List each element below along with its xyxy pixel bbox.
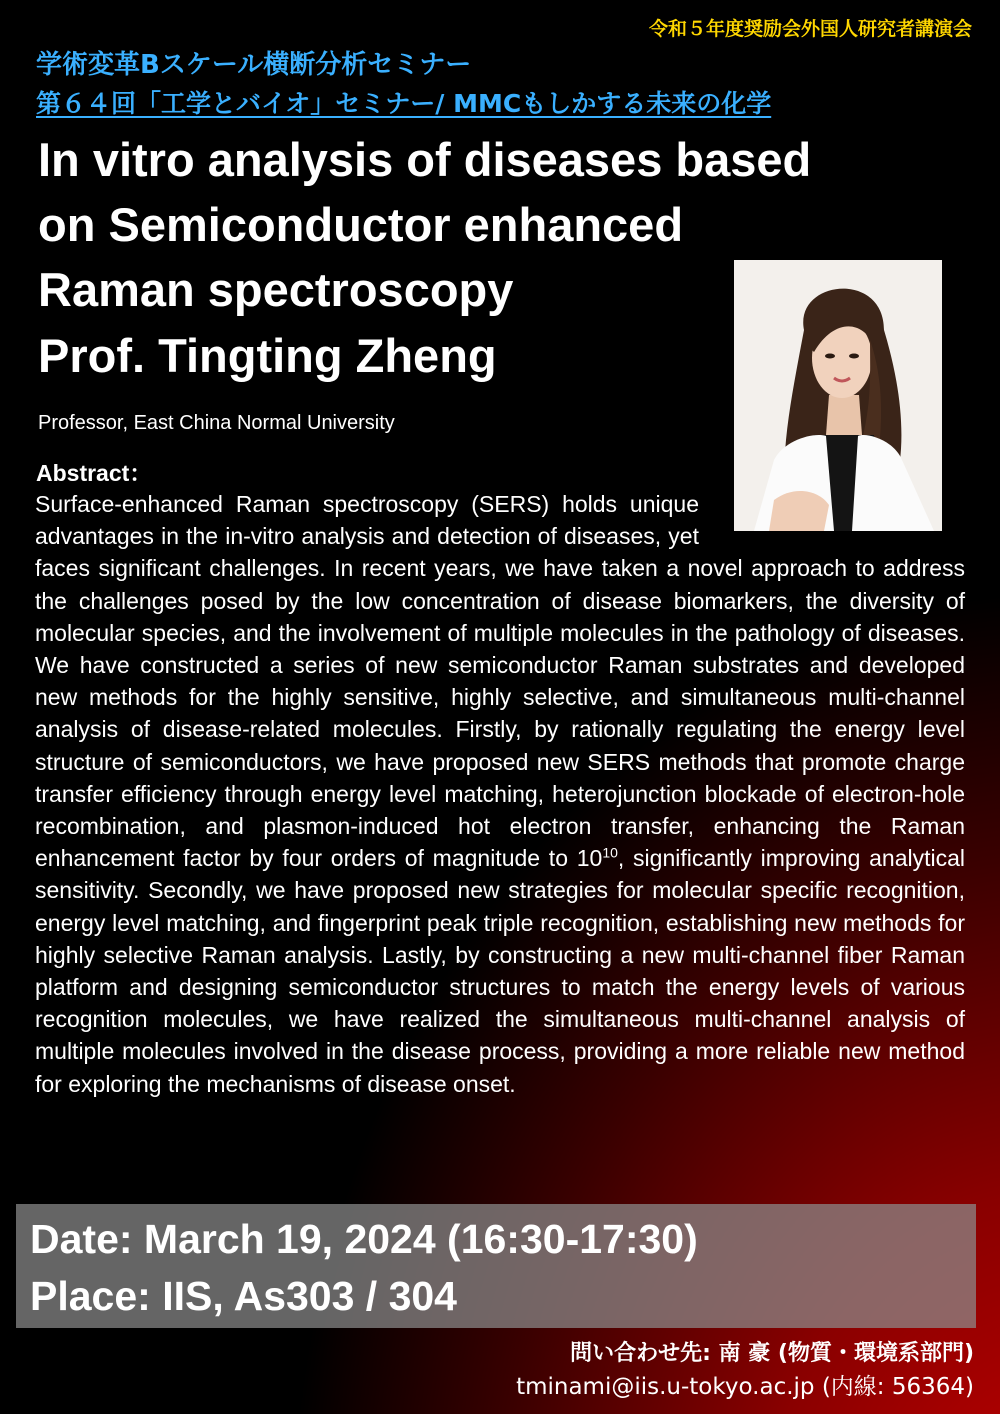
event-place: Place: IIS, As303 / 304 (30, 1273, 457, 1319)
talk-title-line-3: Raman spectroscopy (38, 263, 514, 316)
talk-title-line-1: In vitro analysis of diseases based (38, 133, 812, 186)
abstract-body (35, 488, 965, 1200)
event-date: Date: March 19, 2024 (16:30-17:30) (30, 1216, 698, 1262)
abstract-paragraph (35, 488, 965, 1100)
talk-title-line-2: on Semiconductor enhanced (38, 198, 684, 251)
abstract-text-part-1: Surface-enhanced Raman spectroscopy (SERS) holds unique advantages in the in-vitro analysis and detection of diseases, yet faces significant challenges. In recent years, we have taken a novel approach to address the challenges posed by the low concentration of disease biomarkers, the diversity of molecular species, and the involvement of multiple molecules in the pathology of diseases. We have constructed a series of new semiconductor Raman substrates and developed new methods for the highly sensitive, highly selective, and simultaneous multi-channel analysis of disease-related molecules. Firstly, by rationally regulating the energy level structure of semiconductors, we have proposed new SERS methods that promote charge transfer efficiency through energy level matching, heterojunction blockade of electron-hole recombination, and plasmon-induced hot electron transfer, enhancing the Raman enhancement factor by four orders of magnitude to 10 (35, 491, 965, 872)
photo-wrap-spacer (699, 488, 965, 552)
contact-label: 問い合わせ先: 南 豪 (物質・環境系部門) (570, 1341, 974, 1366)
seminar-series-title: 学術変革Bスケール横断分析セミナー (36, 50, 472, 80)
contact-email: tminami@iis.u-tokyo.ac.jp (内線: 56364) (516, 1374, 974, 1400)
abstract-text-part-2: , significantly improving analytical sensitivity. Secondly, we have proposed new strategies for molecular specific recognition, energy level matching, and fingerprint peak triple recognition, establishing new methods for highly selective Raman analysis. Lastly, by constructing a new multi-channel fiber Raman platform and designing semiconductor structures to match the energy levels of various recognition molecules, we have realized the simultaneous multi-channel analysis of multiple molecules involved in the disease process, providing a more reliable new method for exploring the mechanisms of disease onset. (35, 845, 965, 1097)
speaker-affiliation: Professor, East China Normal University (38, 412, 395, 434)
event-category-title: 令和５年度奨励会外国人研究者講演会 (648, 18, 972, 40)
speaker-name: Prof. Tingting Zheng (38, 329, 497, 382)
seminar-subtitle: 第６４回「工学とバイオ」セミナー/ MMCもしかする未来の化学 (36, 89, 772, 118)
abstract-superscript: 10 (602, 844, 618, 861)
abstract-heading: Abstract： (36, 460, 153, 486)
